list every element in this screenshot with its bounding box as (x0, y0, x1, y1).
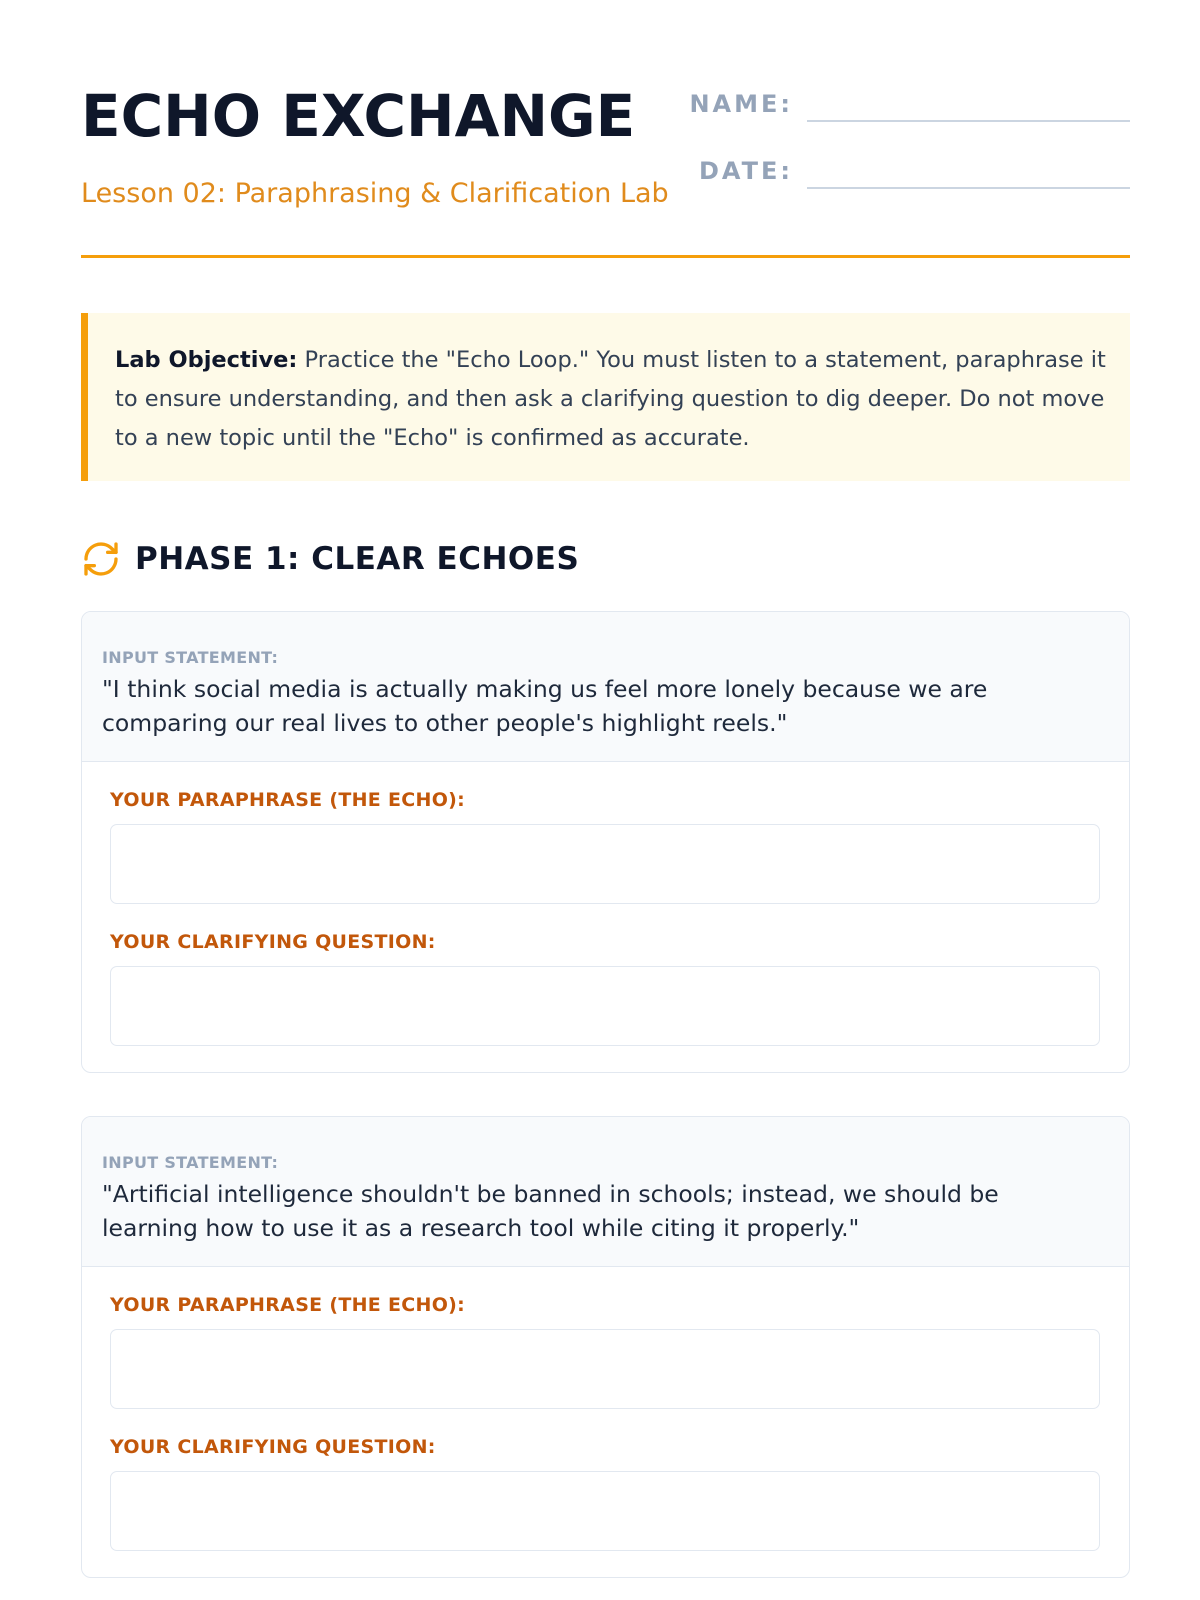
clarifying-question-answer-box[interactable] (110, 966, 1100, 1046)
input-statement-panel (82, 612, 1129, 762)
name-label: NAME: (689, 90, 793, 118)
clarifying-question-label: YOUR CLARIFYING QUESTION: (110, 931, 436, 953)
clarifying-question-label: YOUR CLARIFYING QUESTION: (110, 1436, 436, 1458)
name-field (680, 86, 1130, 126)
name-line[interactable] (807, 120, 1130, 122)
header (81, 80, 1130, 260)
date-field (680, 153, 1130, 193)
echo-card-1 (81, 611, 1130, 1073)
input-statement-label: INPUT STATEMENT: (102, 648, 279, 667)
refresh-icon (81, 539, 121, 579)
input-statement-text: "Artificial intelligence shouldn't be banned in schools; instead, we should be learning how to use it as a research tool while citing it properly." (102, 1180, 999, 1242)
lab-objective-box (81, 313, 1130, 481)
paraphrase-label: YOUR PARAPHRASE (THE ECHO): (110, 789, 466, 811)
objective-label: Lab Objective: (115, 347, 298, 373)
page-title: ECHO EXCHANGE (81, 82, 636, 150)
input-statement-panel (82, 1117, 1129, 1267)
phase-1-title: PHASE 1: CLEAR ECHOES (135, 541, 580, 577)
clarifying-question-answer-box[interactable] (110, 1471, 1100, 1551)
date-line[interactable] (807, 187, 1130, 189)
date-label: DATE: (699, 157, 793, 185)
paraphrase-label: YOUR PARAPHRASE (THE ECHO): (110, 1294, 466, 1316)
objective-text: Practice the "Echo Loop." You must listen to a statement, paraphrase it to ensure understanding, and then ask a clarifying question to dig deeper. Do not move to a new topic until the "Echo" is confirmed as accurate. (115, 347, 1106, 451)
input-statement-text: "I think social media is actually making us feel more lonely because we are comparing our real lives to other people's highlight reels." (102, 675, 988, 737)
paraphrase-answer-box[interactable] (110, 824, 1100, 904)
header-divider (81, 255, 1130, 258)
lesson-subtitle: Lesson 02: Paraphrasing & Clarification Lab (81, 178, 669, 209)
paraphrase-answer-box[interactable] (110, 1329, 1100, 1409)
echo-card-2 (81, 1116, 1130, 1578)
input-statement-label: INPUT STATEMENT: (102, 1153, 279, 1172)
